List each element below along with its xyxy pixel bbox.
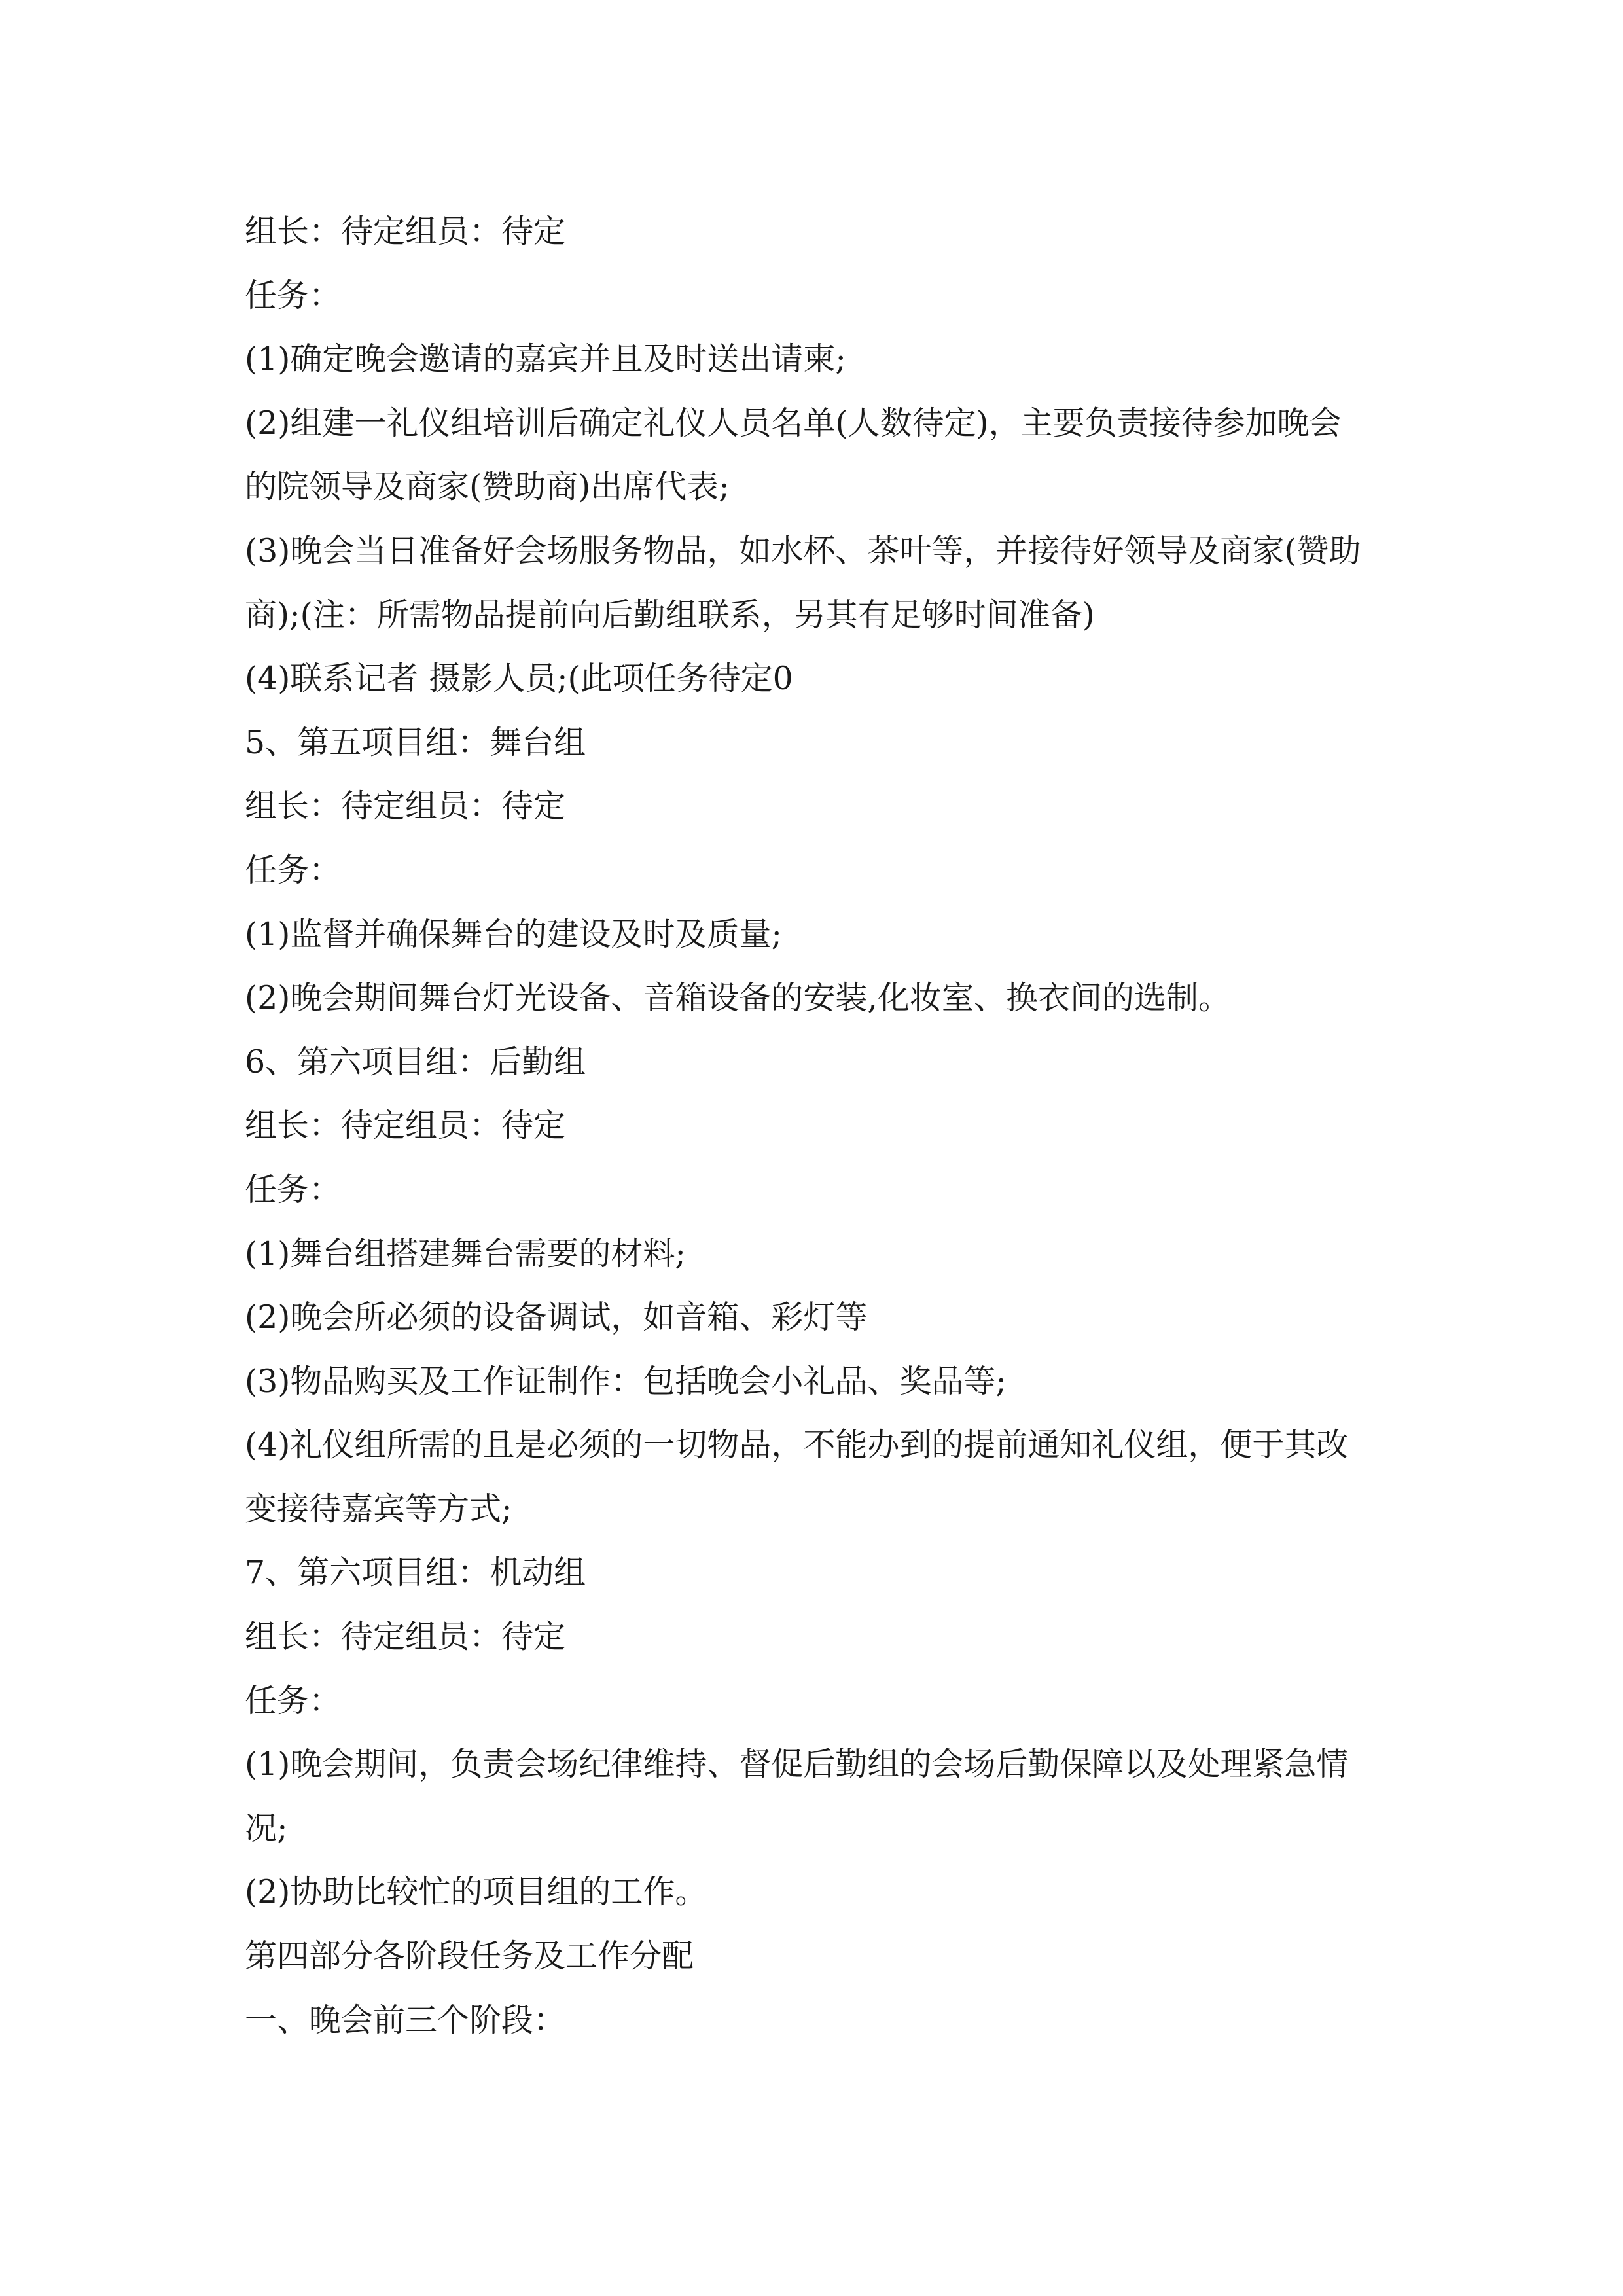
text-line: 组长：待定组员：待定: [245, 1107, 566, 1145]
text-line: (3)物品购买及工作证制作：包括晚会小礼品、奖品等;: [245, 1362, 1007, 1400]
text-line: 任务：: [245, 1681, 342, 1719]
text-line: (2)协助比较忙的项目组的工作。: [245, 1873, 707, 1911]
part-heading: 第四部分各阶段任务及工作分配: [245, 1937, 694, 1975]
text-line: (4)礼仪组所需的且是必须的一切物品，不能办到的提前通知礼仪组，便于其改: [245, 1426, 1349, 1464]
section-heading: 7、第六项目组：机动组: [245, 1554, 586, 1592]
text-line: (4)联系记者 摄影人员;(此项任务待定0: [245, 660, 793, 698]
text-line: (2)组建一礼仪组培训后确定礼仪人员名单(人数待定)，主要负责接待参加晚会: [245, 404, 1342, 442]
document-body: [245, 200, 1383, 2052]
text-line: 况;: [245, 1809, 288, 1847]
section-heading: 6、第六项目组：后勤组: [245, 1043, 586, 1081]
text-line: 组长：待定组员：待定: [245, 213, 566, 250]
text-line: 的院领导及商家(赞助商)出席代表;: [245, 468, 730, 506]
text-line: (1)监督并确保舞台的建设及时及质量;: [245, 915, 782, 953]
text-line: (3)晚会当日准备好会场服务物品，如水杯、茶叶等，并接待好领导及商家(赞助: [245, 531, 1361, 569]
text-line: 任务：: [245, 1170, 342, 1208]
text-line: (1)晚会期间，负责会场纪律维持、督促后勤组的会场后勤保障以及处理紧急情: [245, 1746, 1349, 1784]
text-line: (2)晚会期间舞台灯光设备、音箱设备的安装,化妆室、换衣间的选制。: [245, 979, 1230, 1017]
text-line: 商);(注：所需物品提前向后勤组联系，另其有足够时间准备): [245, 596, 1095, 634]
text-line: 变接待嘉宾等方式;: [245, 1490, 512, 1528]
text-line: 组长：待定组员：待定: [245, 787, 566, 825]
text-line: (1)确定晚会邀请的嘉宾并且及时送出请柬;: [245, 340, 846, 378]
section-heading: 5、第五项目组：舞台组: [245, 723, 586, 761]
text-line: 组长：待定组员：待定: [245, 1618, 566, 1656]
text-line: 任务：: [245, 276, 342, 314]
text-line: (1)舞台组搭建舞台需要的材料;: [245, 1234, 686, 1272]
text-line: 任务：: [245, 851, 342, 889]
text-line: (2)晚会所必须的设备调试，如音箱、彩灯等: [245, 1299, 868, 1336]
section-heading: 一、晚会前三个阶段：: [245, 2001, 566, 2039]
